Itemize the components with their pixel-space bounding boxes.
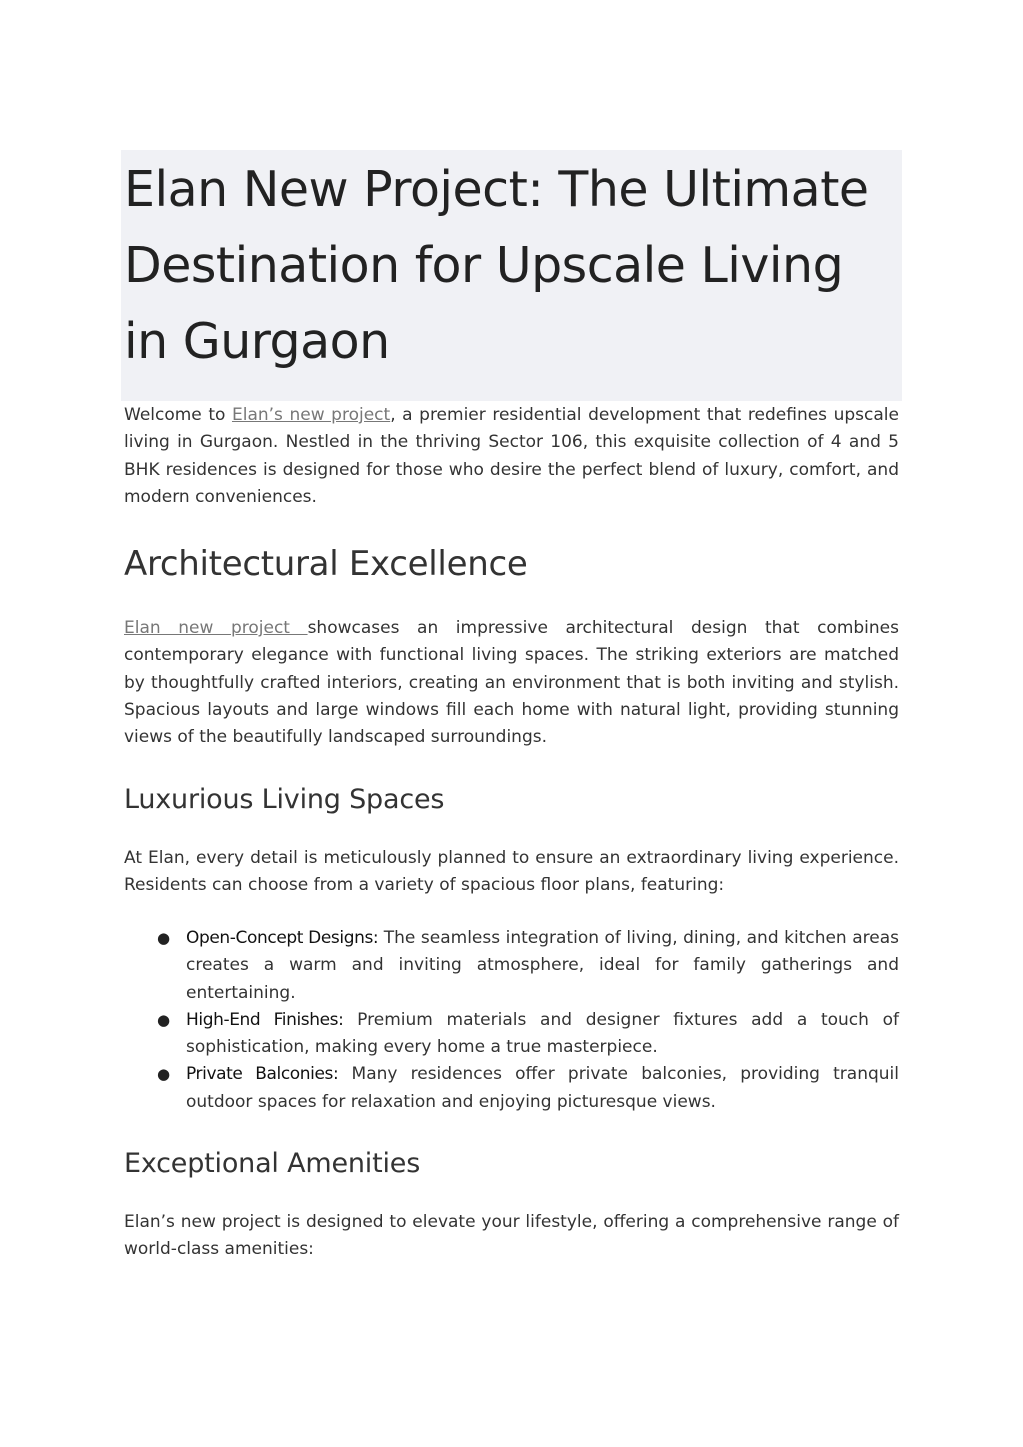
feature-term: High-End Finishes:	[186, 1009, 344, 1030]
list-item	[124, 1007, 899, 1062]
feature-description: Many residences offer private balconies, providing tranquil outdoor spaces for relaxation and enjoying picturesque views.	[186, 1064, 899, 1112]
heading-luxurious-living-spaces: Luxurious Living Spaces	[124, 784, 445, 815]
intro-text-before: Welcome to	[124, 405, 232, 425]
heading-exceptional-amenities: Exceptional Amenities	[124, 1148, 421, 1179]
feature-description: The seamless integration of living, dining, and kitchen areas creates a warm and inviting atmosphere, ideal for family gatherings and entertaining.	[186, 928, 899, 1003]
bullet-icon: ●	[157, 1010, 171, 1029]
elan-new-project-link[interactable]: Elan new project	[124, 618, 308, 638]
architecture-paragraph	[124, 615, 899, 751]
features-list	[124, 925, 899, 1116]
feature-term: Private Balconies:	[186, 1064, 339, 1085]
feature-term: Open-Concept Designs:	[186, 928, 379, 948]
living-paragraph: At Elan, every detail is meticulously planned to ensure an extraordinary living experience. Residents can choose from a variety of spacious floor plans, featuring:	[124, 848, 899, 896]
heading-architectural-excellence: Architectural Excellence	[124, 544, 528, 584]
page-title: Elan New Project: The Ultimate Destination for Upscale Living in Gurgaon	[124, 161, 869, 370]
intro-paragraph	[124, 402, 899, 511]
amenities-paragraph: Elan’s new project is designed to elevate your lifestyle, offering a comprehensive range of world-class amenities:	[124, 1212, 899, 1260]
list-item	[124, 1061, 899, 1116]
bullet-icon: ●	[157, 929, 171, 947]
feature-description: Premium materials and designer fixtures add a touch of sophistication, making every home a true masterpiece.	[186, 1009, 900, 1058]
intro-text-after: , a premier residential development that redefines upscale living in Gurgaon. Nestled in the thriving Sector 106, this exquisite collection of 4 and 5 BHK residences is designed for those who desire the perfect blend of luxury, comfort, and modern conveniences.	[124, 405, 899, 507]
architecture-text: showcases an impressive architectural design that combines contemporary elegance with functional living spaces. The striking exteriors are matched by thoughtfully crafted interiors, creating an environment that is both inviting and stylish. Spacious layouts and large windows fill each home with natural light, providing stunning views of the beautifully landscaped surroundings.	[124, 618, 899, 748]
elans-new-project-link[interactable]: Elan’s new project	[231, 405, 391, 425]
bullet-icon: ●	[157, 1065, 171, 1084]
list-item	[124, 925, 899, 1007]
